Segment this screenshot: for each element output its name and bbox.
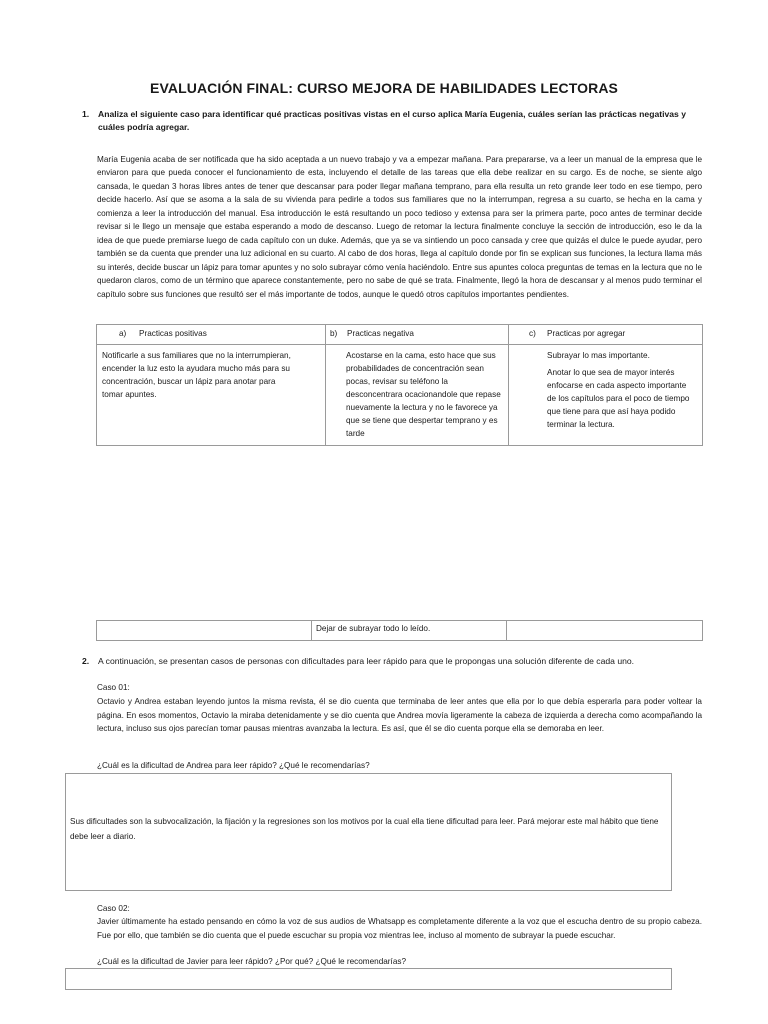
caso-2-label: Caso 02: — [97, 904, 130, 913]
caso-1-answer-box[interactable] — [65, 773, 672, 891]
extra-cell-right — [507, 621, 703, 641]
positive-practices-text: Notificarle a sus familiares que no la interrumpieran, encender la luz esto la ayudara mucho más para su concentración, buscar un lápiz para anotar para tomar apuntes. — [102, 351, 291, 399]
header-add-letter: c) — [529, 329, 536, 338]
question-1-number: 1. — [82, 109, 90, 119]
case-paragraph: María Eugenia acaba de ser notificada que ha sido aceptada a un nuevo trabajo y va a empezar mañana. Para prepararse, va a leer un manual de la empresa que le enviaron para que pueda conocer el funcionamiento de esta, incluyendo el detalle de las tareas que ella debe realizar en su cargo. Es de noche, se siente algo cansada, le quedan 3 horas libres antes de tener que descansar para poder llegar mañana temprano, para ella resulta un reto grande leer todo en ese tiempo, pero decide hacerlo. Así que se asoma a la sala de su vivienda para pedirle a todos sus familiares que no la interrumpan, regresa a su cuarto, se hecha en la cama y comienza a leer la introducción del manual. Esa introducción le está resultando un poco tedioso y extensa para ser la primera parte, poco antes de terminar decide revisar si le llego un mensaje que estaba esperando a modo de descanso. Luego de retomar la lectura finalmente concluye la sección de introducción, eso le da la idea de que puede premiarse luego de cada capítulo con un duke. Además, que ya se va sintiendo un poco cansada y cree que quizás el dulce le puede ayudar, pero también se da cuenta que prender una luz adicional en su cuarto. Al cabo de dos horas, llega al capítulo donde por fin se explican sus funciones, la lectura llama más su interés, decide buscar un lápiz para tomar apuntes y no solo subrayar cómo venía haciéndolo. Entre sus apuntes coloca preguntas de temas en la lectura que no le quedaron claros, como de un término que aparece constantemente, pero no sabe de qué se trata. Finalmente, llegó la hora de descansar y al menos pudo terminar el capítulo sobre sus funciones que resultó ser el más importante de todos, aunque le quedó otros capítulos importantes pendientes. — [97, 155, 702, 299]
extra-cell-left — [97, 621, 312, 641]
header-positive-label: Practicas positivas — [139, 329, 207, 338]
question-2-number: 2. — [82, 656, 90, 666]
cell-positive — [97, 345, 326, 446]
header-negative-label: Practicas negativa — [347, 329, 414, 338]
caso-1-question: ¿Cuál es la dificultad de Andrea para leer rápido? ¿Qué le recomendarías? — [97, 761, 370, 770]
add-practice-2: Anotar lo que sea de mayor interés enfocarse en cada aspecto importante de los capítulos para el poco de tiempo que tiene para que así haya podido terminar la lectura. — [547, 368, 690, 429]
caso-2-answer-box[interactable] — [65, 968, 672, 990]
extra-cell-middle — [312, 621, 507, 641]
question-1-text: Analiza el siguiente caso para identificar qué practicas positivas vistas en el curso aplica María Eugenia, cuáles serían las prácticas negativas y cuáles podría agregar. — [98, 109, 686, 132]
question-2-text: A continuación, se presentan casos de personas con dificultades para leer rápido para que le propongas una solución diferente de cada uno. — [98, 656, 635, 666]
caso-2-question: ¿Cuál es la dificultad de Javier para leer rápido? ¿Por qué? ¿Qué le recomendarías? — [97, 957, 407, 966]
header-positive-letter: a) — [119, 329, 127, 338]
practices-extra-row — [96, 620, 703, 641]
caso-1-answer: Sus dificultades son la subvocalización, la fijación y la regresiones son los motivos por la cual ella tiene dificultad para leer. Pará mejorar este mal hábito que tiene debe leer a diario. — [70, 817, 659, 841]
header-add-label: Practicas por agregar — [547, 329, 626, 338]
practices-header-row — [97, 325, 703, 345]
add-practice-1: Subrayar lo mas importante. — [547, 351, 650, 360]
caso-1-text: Octavio y Andrea estaban leyendo juntos la misma revista, él se dio cuenta que terminaba de leer antes que ella por lo que debía esperarla para poder voltear la página. En esos momentos, Octavio la miraba detenidamente y se dio cuenta que Andrea movía ligeramente la cabeza de izquierda a derecha como acompañando la lectura, incluso sus ojos parecían tomar pausas mientras avanzaba la lectura. Es así, que él se dio cuenta porque ella se demoraba en leer. — [97, 697, 702, 733]
negative-practices-text: Acostarse en la cama, esto hace que sus probabilidades de concentración sean pocas, revisar su teléfono la desconcentrara ocacionandole que repase nuevamente la lectura y no le favorece ya que se tiene que despertar temprano y es tarde — [346, 351, 501, 438]
header-add — [509, 325, 703, 345]
practices-table — [96, 324, 703, 446]
cell-negative — [326, 345, 509, 446]
header-positive — [97, 325, 326, 345]
header-negative-letter: b) — [330, 329, 338, 338]
practices-body-row — [97, 345, 703, 446]
extra-negative-practice: Dejar de subrayar todo lo leído. — [316, 624, 431, 633]
cell-add — [509, 345, 703, 446]
header-negative — [326, 325, 509, 345]
page-title: EVALUACIÓN FINAL: CURSO MEJORA DE HABILIDADES LECTORAS — [150, 80, 618, 96]
caso-1-label: Caso 01: — [97, 683, 130, 692]
caso-2-text: Javier últimamente ha estado pensando en cómo la voz de sus audios de Whatsapp es completamente diferente a la voz que el escucha dentro de su propio cabeza. Fue por ello, que también se dio cuenta que el puede escuchar su propia voz mientras lee, incluso al momento de subrayar la puede escuchar. — [97, 917, 702, 940]
